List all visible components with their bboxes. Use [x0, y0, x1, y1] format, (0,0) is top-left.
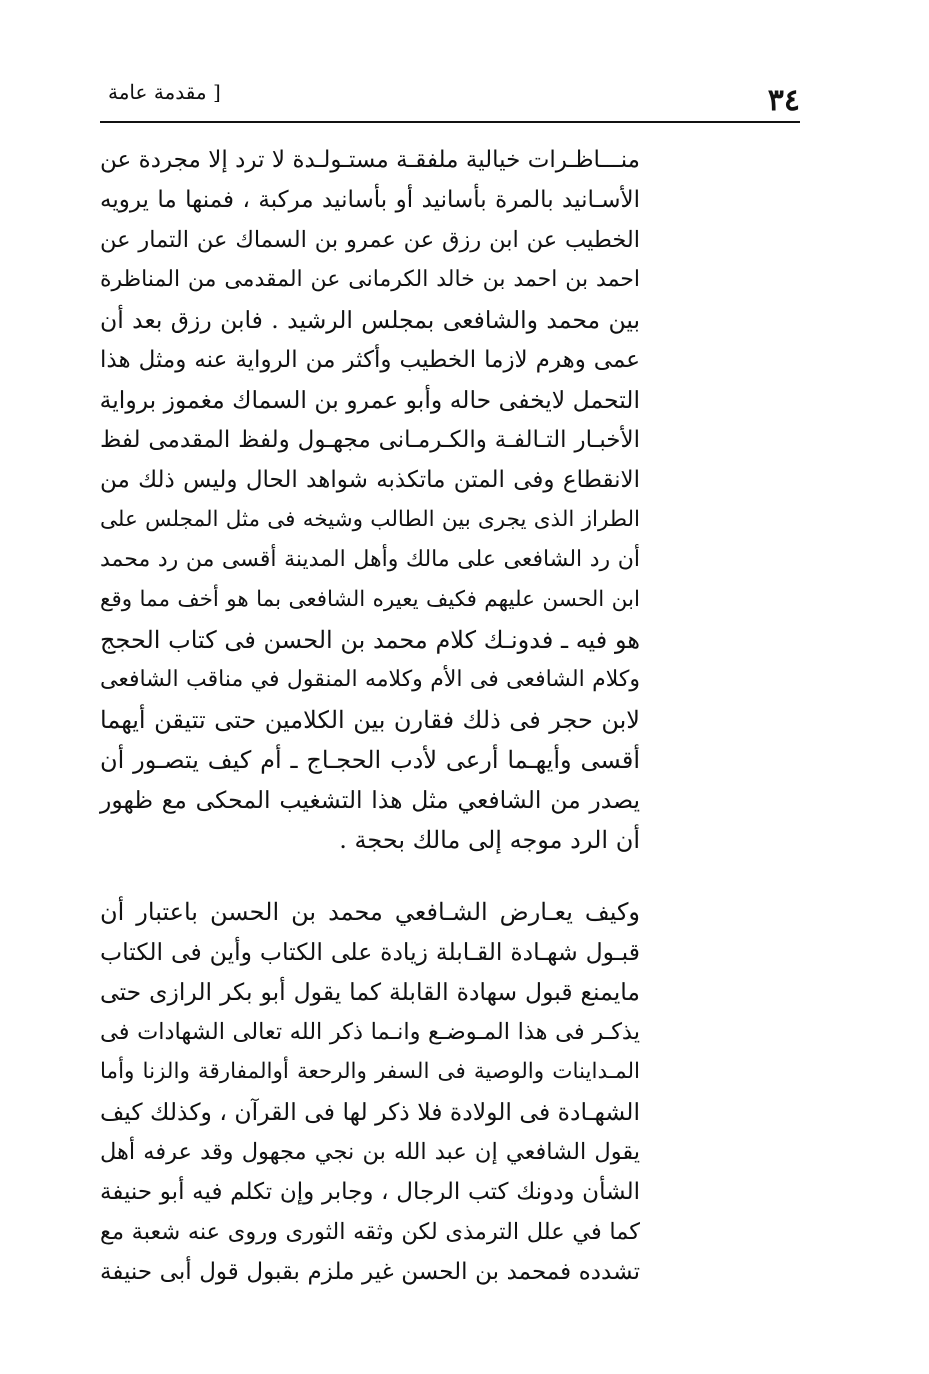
text-line: الخطيب عن ابن رزق عن عمرو بن السماك عن التمار عن	[100, 227, 640, 253]
text-line: وكلام الشافعى فى الأم وكلامه المنقول في مناقب الشافعى	[100, 667, 640, 692]
text-line: الأسـانيد بالمرة بأسانيد أو بأسانيد مركبة ، فمنها ما يرويه	[100, 187, 640, 213]
text-line: المـداينات والوصية فى السفر والرحعة أوالمفارقة والزنا وأما	[100, 1059, 640, 1084]
header-rule	[100, 121, 800, 123]
paragraph-1	[100, 140, 640, 860]
text-line: يقول الشافعي إن عبد الله بن نجي مجهول وقد عرفه أهل	[100, 1139, 640, 1165]
text-line: لابن حجر فى ذلك فقارن بين الكلامين حتى تتيقن أيهما	[100, 706, 640, 734]
text-line: الأخبـار التـالفـة والكـرمـانى مجهـول ولفظ المقدمى لفظ	[100, 427, 640, 453]
text-line: أن الرد موجه إلى مالك بحجة .	[339, 826, 640, 854]
text-line: احمد بن احمد بن خالد الكرمانى عن المقدمى من المناظرة	[100, 267, 640, 292]
paragraph-gap	[100, 860, 640, 892]
text-line: يذكـر فى هذا المـوضـع وانـما ذكر الله تعالى الشهادات فى	[100, 1019, 640, 1045]
text-line: وكيف يعـارض الشـافعي محمد بن الحسن باعتبار أن	[100, 898, 640, 926]
text-line: بين محمد والشافعى بمجلس الرشيد . فابن رزق بعد أن	[100, 306, 640, 334]
text-line: ابن الحسن عليهم فكيف يعيره الشافعى بما هو أخف مما وقع	[100, 587, 640, 612]
running-title: [ مقدمة عامة	[108, 80, 221, 104]
text-line: منـــاظـرات خيالية ملفقـة مستـولـدة لا ترد إلا مجردة عن	[100, 147, 640, 173]
text-line: أقسى وأيهـما أرعى لأدب الحجـاج ـ أم كيف يتصـور أن	[100, 746, 640, 774]
text-line: أن رد الشافعى على مالك وأهل المدينة أقسى من رد محمد	[100, 547, 640, 572]
text-line: الطراز الذى يجرى بين الطالب وشيخه فى مثل المجلس على	[100, 507, 640, 532]
text-line: عمى وهرم لازما الخطيب وأكثر من الرواية عنه ومثل هذا	[100, 347, 640, 373]
text-line: الشأن ودونك كتب الرجال ، وجابر وإن تكلم فيه أبو حنيفة	[100, 1179, 640, 1205]
text-line: الشهـادة فى الولادة فلا ذكر لها فى القرآن ، وكذلك كيف	[99, 1098, 640, 1126]
text-line: قبـول شهـادة القـابلة زيادة على الكتاب وأين فى الكتاب	[100, 938, 640, 966]
text-line: يصدر من الشافعي مثل هذا التشغيب المحكى مع ظهور	[100, 786, 640, 814]
text-line: تشدده فمحمد بن الحسن غير ملزم بقبول قول أبى حنيفة	[100, 1259, 640, 1285]
body-text	[100, 140, 640, 1292]
text-line: كما في علل الترمذى لكن وثقه الثورى وروى عنه شعبة مع	[100, 1219, 640, 1245]
text-line: مايمنع قبول سهادة القابلة كما يقول أبو بكر الرازى حتى	[100, 978, 640, 1006]
text-line: هو فيه ـ فدونـك كلام محمد بن الحسن فى كتاب الحجج	[100, 626, 640, 654]
paragraph-2	[100, 892, 640, 1292]
text-line: الانقطاع وفى المتن ماتكذبه شواهد الحال وليس ذلك من	[100, 467, 640, 493]
page-header	[100, 62, 800, 122]
page-number: ٣٤	[767, 83, 800, 118]
text-line: التحمل لايخفى حاله وأبو عمرو بن السماك مغموز برواية	[99, 386, 640, 414]
